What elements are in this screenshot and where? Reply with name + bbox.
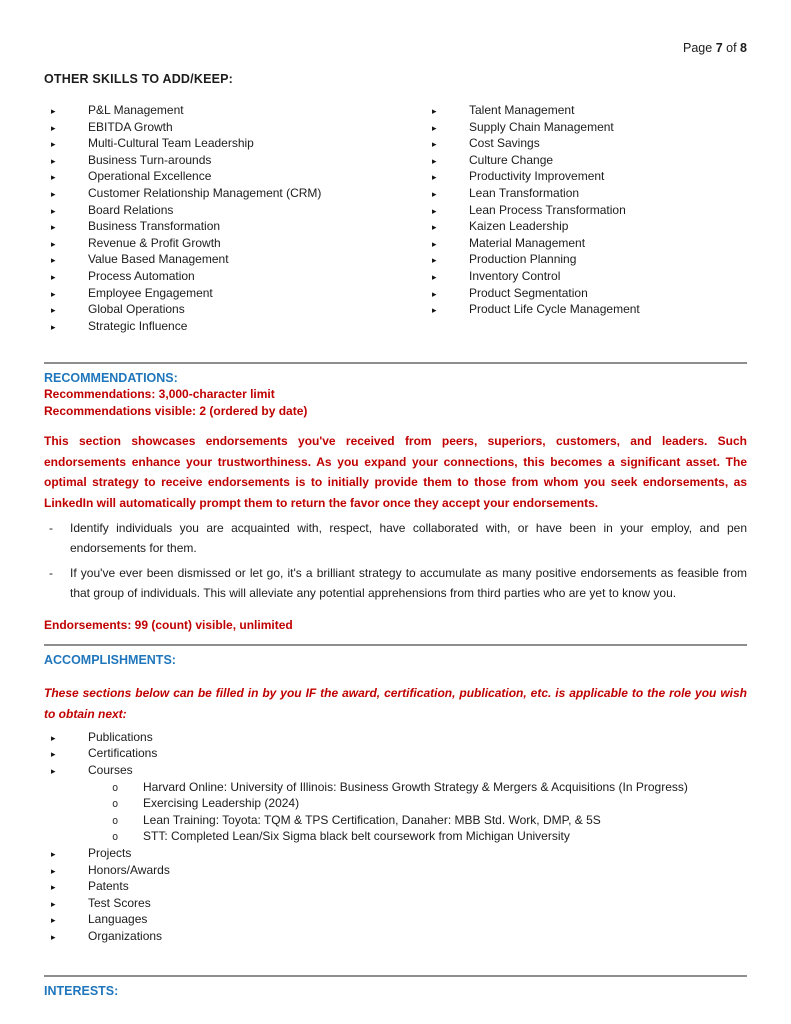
list-item [44,136,425,153]
list-item-label: Exercising Leadership (2024) [143,796,300,811]
list-item [44,829,747,846]
list-item [44,796,747,813]
list-item [44,103,425,120]
list-item-label: Multi-Cultural Team Leadership [88,136,254,151]
list-item [425,203,747,220]
arrow-bullet-icon: ▸ [51,139,56,150]
page-label-of: of [726,41,737,55]
list-item-label: Identify individuals you are acquainted with, respect, have collaborated with, or have been in your employ, and pen endorsements for them. [70,521,747,555]
other-skills-heading: OTHER SKILLS TO ADD/KEEP: [44,72,234,86]
section-divider [44,975,747,977]
list-item-label: Harvard Online: University of Illinois: Business Growth Strategy & Mergers & Acquisitions (In Progress) [143,779,688,794]
arrow-bullet-icon: ▸ [51,898,56,909]
section-divider [44,644,747,646]
list-item-label: Courses [88,763,133,777]
list-item [425,186,747,203]
list-item-label: Publications [88,729,153,744]
arrow-bullet-icon: ▸ [432,255,437,266]
arrow-bullet-icon: ▸ [51,321,56,332]
page-number-total: 8 [740,41,747,55]
list-item-label: Honors/Awards [88,862,170,877]
arrow-bullet-icon: ▸ [51,222,56,233]
list-item-label: Certifications [88,746,158,761]
list-item [44,896,747,913]
arrow-bullet-icon: ▸ [51,749,56,760]
arrow-bullet-icon: ▸ [51,155,56,166]
list-item-label: Patents [88,879,129,894]
arrow-bullet-icon: ▸ [51,255,56,266]
list-item-label: Organizations [88,928,163,943]
list-item-label: P&L Management [88,103,184,117]
page-number-current: 7 [715,41,723,55]
list-item-label: Process Automation [88,268,195,283]
list-item [425,169,747,186]
list-item [44,929,747,946]
arrow-bullet-icon: ▸ [51,882,56,893]
arrow-bullet-icon: ▸ [432,106,437,116]
arrow-bullet-icon: ▸ [51,122,56,133]
recommendations-description: This section showcases endorsements you've received from peers, superiors, customers, and leaders. Such endorsements enhance your trustworthiness. As you expand your connections, this becomes a significant asset. The optimal strategy to receive endorsements is to initially provide them to those from whom you seek endorsements, as LinkedIn will automatically prompt them to return the favor once they accept your endorsements. [44,434,747,510]
arrow-bullet-icon: ▸ [51,915,56,926]
list-item-label: Material Management [469,235,586,250]
list-item-label: Test Scores [88,895,151,910]
arrow-bullet-icon: ▸ [432,222,437,233]
list-item [44,780,747,797]
arrow-bullet-icon: ▸ [51,188,56,199]
list-item-label: Cost Savings [469,136,540,151]
recommendations-limit-line: Recommendations: 3,000-character limit [44,387,275,402]
arrow-bullet-icon: ▸ [51,106,56,116]
list-item [44,813,747,830]
list-item [44,730,747,747]
list-item [425,302,747,319]
list-item-label: Customer Relationship Management (CRM) [88,185,322,200]
list-item [425,136,747,153]
list-item [44,186,425,203]
arrow-bullet-icon: ▸ [432,188,437,199]
arrow-bullet-icon: ▸ [51,288,56,299]
arrow-bullet-icon: ▸ [432,139,437,150]
arrow-bullet-icon: ▸ [51,732,56,743]
arrow-bullet-icon: ▸ [51,172,56,183]
list-item-label: Inventory Control [469,268,561,283]
list-item [44,153,425,170]
list-item-label: Employee Engagement [88,285,213,300]
list-item-label: Supply Chain Management [469,119,614,134]
arrow-bullet-icon: ▸ [51,865,56,876]
list-item [425,269,747,286]
skills-column-right [425,103,747,335]
list-item [44,564,747,603]
list-item-label: EBITDA Growth [88,119,173,134]
circle-bullet-icon: o [112,781,119,794]
list-item [44,120,425,137]
list-item-label: Talent Management [469,103,575,117]
page-number [44,40,747,56]
accomplishments-heading: ACCOMPLISHMENTS: [44,652,176,667]
list-item-label: Product Segmentation [469,285,588,300]
list-item [44,252,425,269]
list-item [44,236,425,253]
list-item [44,763,747,780]
arrow-bullet-icon: ▸ [432,271,437,282]
page-label-prefix: Page [683,41,713,55]
interests-heading: INTERESTS: [44,983,119,998]
list-item [425,120,747,137]
circle-bullet-icon: o [112,831,119,844]
arrow-bullet-icon: ▸ [432,205,437,216]
arrow-bullet-icon: ▸ [51,305,56,316]
list-item-label: Operational Excellence [88,169,212,184]
recommendations-tips-list [44,519,747,603]
arrow-bullet-icon: ▸ [432,172,437,183]
arrow-bullet-icon: ▸ [51,205,56,216]
list-item-label: Kaizen Leadership [469,219,569,234]
skills-list [44,103,747,335]
list-item [44,746,747,763]
list-item-label: Strategic Influence [88,318,188,333]
list-item [425,236,747,253]
arrow-bullet-icon: ▸ [432,155,437,166]
arrow-bullet-icon: ▸ [51,238,56,249]
arrow-bullet-icon: ▸ [51,931,56,942]
list-item [425,153,747,170]
list-item [425,103,747,120]
list-item [44,219,425,236]
arrow-bullet-icon: ▸ [432,238,437,249]
list-item [44,863,747,880]
endorsements-count-line: Endorsements: 99 (count) visible, unlimited [44,618,293,633]
list-item-label: Lean Process Transformation [469,202,626,217]
list-item-label: Business Turn-arounds [88,152,212,167]
list-item-label: Global Operations [88,302,185,317]
list-item [44,302,425,319]
list-item-label: Projects [88,845,132,860]
circle-bullet-icon: o [112,814,119,827]
list-item-label: Productivity Improvement [469,169,605,184]
skills-column-left [44,103,425,335]
arrow-bullet-icon: ▸ [432,288,437,299]
list-item [425,252,747,269]
list-item [44,169,425,186]
accomplishments-note: These sections below can be filled in by you IF the award, certification, publication, etc. is applicable to the role you wish to obtain next: [44,685,747,721]
arrow-bullet-icon: ▸ [432,305,437,316]
list-item-label: If you've ever been dismissed or let go, it's a brilliant strategy to accumulate as many positive endorsements as feasible from that group of individuals. This will alleviate any potential apprehensions from third parties who are yet to know you. [70,566,747,600]
arrow-bullet-icon: ▸ [51,271,56,282]
recommendations-visible-line: Recommendations visible: 2 (ordered by date) [44,403,308,418]
list-item [44,286,425,303]
list-item [44,912,747,929]
list-item [44,519,747,558]
list-item [44,269,425,286]
list-item-label: Languages [88,912,148,927]
list-item-label: Product Life Cycle Management [469,302,640,317]
accomplishments-list [44,730,747,946]
list-item [425,286,747,303]
list-item-label: Revenue & Profit Growth [88,235,221,250]
list-item [44,846,747,863]
list-item [425,219,747,236]
circle-bullet-icon: o [112,798,119,811]
list-item [44,879,747,896]
arrow-bullet-icon: ▸ [432,122,437,133]
list-item-label: STT: Completed Lean/Six Sigma black belt coursework from Michigan University [143,829,570,844]
dash-bullet-icon: - [49,521,53,536]
recommendations-heading: RECOMMENDATIONS: [44,371,178,386]
section-divider [44,362,747,364]
list-item-label: Culture Change [469,152,554,167]
arrow-bullet-icon: ▸ [51,766,56,776]
list-item-label: Value Based Management [88,252,229,267]
list-item-label: Lean Training: Toyota: TQM & TPS Certification, Danaher: MBB Std. Work, DMP, & 5S [143,812,601,827]
list-item-label: Business Transformation [88,219,221,234]
list-item-label: Lean Transformation [469,185,580,200]
list-item [44,319,425,336]
list-item-label: Production Planning [469,252,577,267]
list-item [44,203,425,220]
dash-bullet-icon: - [49,566,53,581]
arrow-bullet-icon: ▸ [51,848,56,859]
list-item-label: Board Relations [88,202,174,217]
